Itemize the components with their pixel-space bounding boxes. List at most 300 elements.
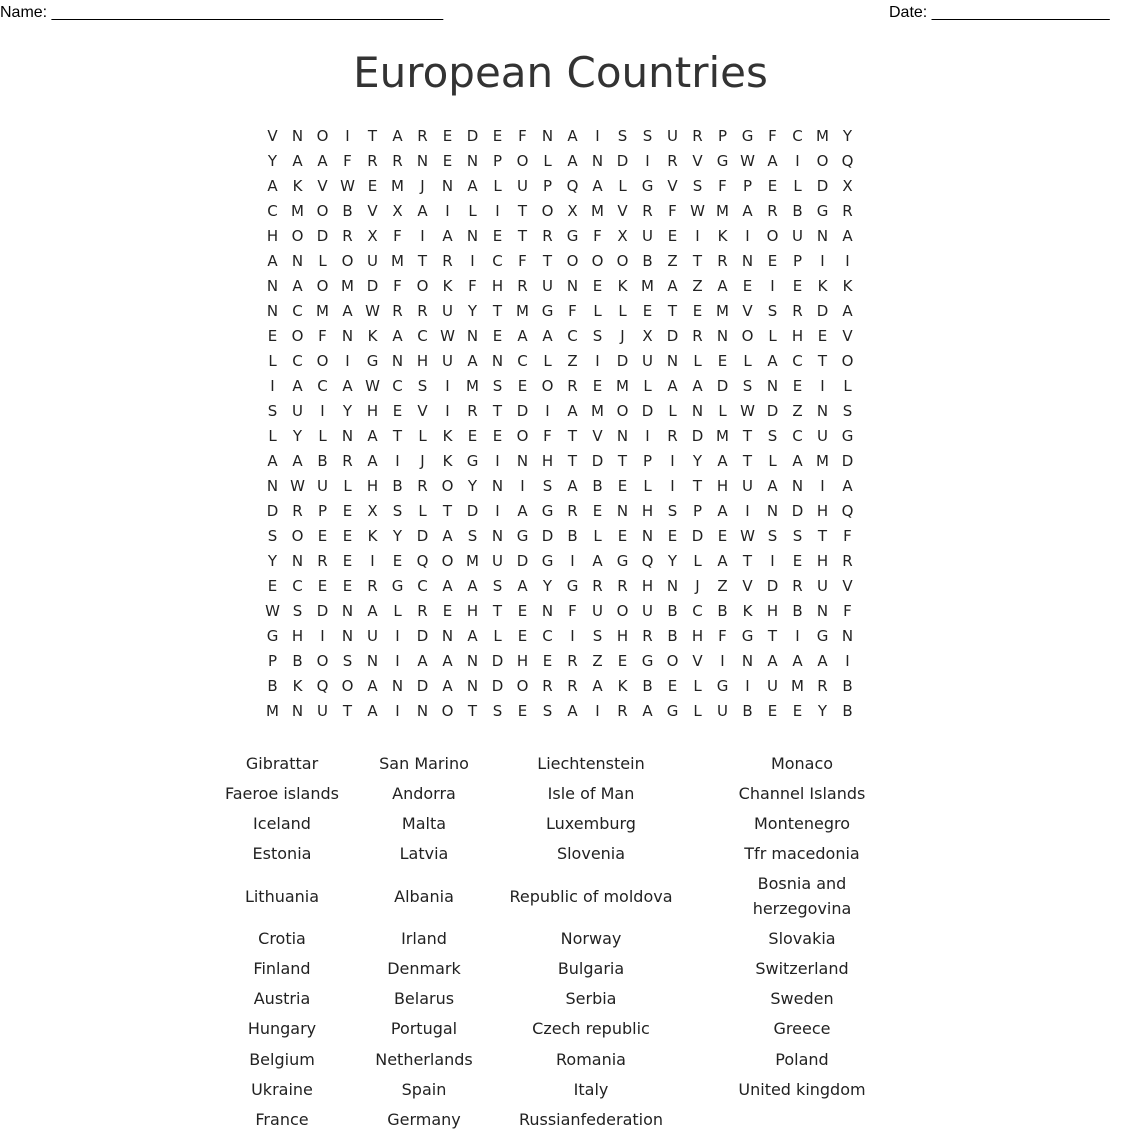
grid-letter: S — [767, 427, 778, 445]
word-list-item: Russianfederation — [518, 1110, 664, 1129]
grid-letter: L — [743, 352, 752, 370]
grid-letter: T — [667, 302, 678, 320]
grid-letter: A — [567, 402, 578, 420]
grid-letter: U — [367, 627, 378, 645]
grid-letter: X — [842, 177, 853, 195]
grid-letter: T — [692, 252, 703, 270]
word-list-item: Austria — [253, 989, 311, 1008]
grid-letter: W — [265, 602, 280, 620]
grid-letter: L — [318, 252, 327, 270]
grid-letter: E — [617, 477, 628, 495]
grid-letter: U — [642, 352, 653, 370]
grid-letter: G — [666, 702, 679, 720]
grid-letter: N — [566, 277, 579, 295]
grid-letter: F — [318, 327, 327, 345]
grid-letter: E — [667, 227, 678, 245]
grid-letter: I — [395, 452, 400, 470]
grid-letter: S — [267, 402, 278, 420]
grid-letter: R — [417, 602, 428, 620]
grid-letter: B — [842, 702, 853, 720]
grid-row — [260, 174, 860, 199]
grid-letter: N — [491, 477, 504, 495]
grid-letter: U — [442, 352, 453, 370]
grid-letter: E — [767, 702, 778, 720]
grid-letter: N — [591, 152, 604, 170]
word-list-item: Andorra — [392, 784, 456, 803]
word-list-item: Finland — [253, 959, 311, 978]
grid-letter: U — [317, 477, 328, 495]
grid-letter: E — [342, 527, 353, 545]
grid-row — [260, 124, 860, 149]
grid-letter: O — [616, 602, 629, 620]
grid-letter: R — [417, 477, 428, 495]
grid-letter: G — [816, 627, 829, 645]
grid-letter: V — [842, 327, 853, 345]
grid-letter: O — [516, 427, 529, 445]
grid-letter: K — [617, 677, 628, 695]
grid-letter: I — [595, 352, 600, 370]
grid-letter: R — [717, 252, 728, 270]
grid-letter: I — [645, 152, 650, 170]
grid-letter: I — [595, 702, 600, 720]
word-list-item: Latvia — [399, 844, 449, 863]
grid-letter: E — [267, 327, 278, 345]
grid-letter: A — [442, 652, 453, 670]
grid-letter: V — [417, 402, 428, 420]
grid-letter: N — [366, 652, 379, 670]
word-list-item: Hungary — [247, 1019, 317, 1038]
grid-letter: C — [392, 377, 403, 395]
grid-letter: O — [516, 677, 529, 695]
grid-letter: Q — [316, 677, 329, 695]
grid-letter: E — [767, 177, 778, 195]
grid-row — [260, 624, 860, 649]
grid-letter: E — [642, 302, 653, 320]
grid-letter: L — [468, 202, 477, 220]
grid-letter: T — [492, 602, 503, 620]
grid-letter: C — [292, 352, 303, 370]
grid-letter: N — [341, 327, 354, 345]
grid-letter: A — [767, 652, 778, 670]
grid-letter: O — [291, 327, 304, 345]
grid-letter: A — [792, 652, 803, 670]
grid-letter: S — [342, 652, 353, 670]
grid-letter: U — [367, 252, 378, 270]
grid-letter: L — [618, 177, 627, 195]
grid-letter: E — [492, 327, 503, 345]
word-list-item: Italy — [573, 1080, 609, 1099]
grid-letter: A — [842, 302, 853, 320]
grid-letter: R — [317, 552, 328, 570]
grid-letter: A — [342, 377, 353, 395]
grid-letter: H — [816, 552, 829, 570]
grid-letter: G — [616, 552, 629, 570]
grid-letter: S — [617, 127, 628, 145]
grid-letter: A — [267, 252, 278, 270]
grid-letter: A — [442, 577, 453, 595]
grid-letter: F — [768, 127, 777, 145]
grid-letter: E — [317, 527, 328, 545]
grid-letter: N — [791, 477, 804, 495]
grid-letter: P — [317, 502, 328, 520]
grid-letter: L — [493, 177, 502, 195]
grid-letter: F — [543, 427, 552, 445]
grid-letter: I — [820, 477, 825, 495]
grid-letter: A — [767, 477, 778, 495]
grid-letter: I — [445, 202, 450, 220]
grid-letter: N — [466, 677, 479, 695]
grid-letter: S — [592, 627, 603, 645]
grid-letter: P — [742, 177, 753, 195]
grid-letter: N — [716, 327, 729, 345]
grid-letter: N — [291, 252, 304, 270]
grid-letter: A — [317, 152, 328, 170]
word-list-item: Spain — [401, 1080, 447, 1099]
grid-letter: A — [467, 627, 478, 645]
grid-letter: E — [792, 552, 803, 570]
grid-letter: N — [691, 402, 704, 420]
grid-letter: N — [291, 127, 304, 145]
grid-letter: I — [370, 552, 375, 570]
grid-letter: X — [392, 202, 403, 220]
grid-letter: I — [470, 252, 475, 270]
grid-letter: E — [542, 652, 553, 670]
grid-letter: I — [270, 377, 275, 395]
grid-letter: N — [266, 477, 279, 495]
grid-letter: D — [666, 327, 679, 345]
grid-letter: R — [442, 252, 453, 270]
name-blank-line[interactable]: ____________________________________________ — [51, 4, 444, 21]
grid-letter: N — [766, 502, 779, 520]
grid-letter: R — [692, 127, 703, 145]
grid-letter: S — [267, 527, 278, 545]
grid-letter: N — [441, 177, 454, 195]
grid-letter: A — [667, 377, 678, 395]
grid-letter: A — [517, 502, 528, 520]
grid-letter: S — [492, 577, 503, 595]
grid-letter: B — [267, 677, 278, 695]
grid-letter: R — [692, 327, 703, 345]
grid-letter: T — [467, 702, 478, 720]
grid-letter: U — [817, 577, 828, 595]
grid-letter: Q — [841, 502, 854, 520]
grid-letter: E — [667, 677, 678, 695]
grid-letter: U — [492, 552, 503, 570]
grid-letter: J — [420, 177, 425, 195]
word-list-item: Switzerland — [755, 959, 849, 978]
grid-letter: U — [292, 402, 303, 420]
grid-letter: Q — [416, 552, 429, 570]
grid-letter: R — [417, 127, 428, 145]
grid-letter: R — [292, 502, 303, 520]
grid-letter: R — [667, 152, 678, 170]
grid-letter: A — [567, 477, 578, 495]
grid-letter: I — [395, 652, 400, 670]
grid-row — [260, 274, 860, 299]
grid-letter: T — [817, 352, 828, 370]
grid-letter: T — [742, 427, 753, 445]
grid-letter: R — [792, 577, 803, 595]
grid-letter: A — [442, 227, 453, 245]
grid-letter: C — [792, 352, 803, 370]
grid-letter: L — [768, 327, 777, 345]
grid-letter: S — [492, 702, 503, 720]
grid-letter: H — [266, 227, 279, 245]
grid-letter: R — [567, 377, 578, 395]
grid-letter: E — [592, 502, 603, 520]
grid-row — [260, 499, 860, 524]
grid-letter: C — [542, 627, 553, 645]
grid-letter: I — [420, 227, 425, 245]
grid-letter: N — [391, 352, 404, 370]
grid-letter: E — [792, 377, 803, 395]
grid-letter: K — [292, 677, 303, 695]
word-list-item: San Marino — [379, 754, 469, 773]
grid-letter: I — [495, 452, 500, 470]
grid-letter: Y — [392, 527, 403, 545]
grid-letter: D — [591, 452, 604, 470]
word-list-item: Bulgaria — [557, 959, 625, 978]
grid-letter: I — [345, 127, 350, 145]
grid-letter: C — [792, 127, 803, 145]
grid-letter: H — [291, 627, 304, 645]
grid-letter: M — [516, 302, 529, 320]
word-list-item: Germany — [387, 1110, 461, 1129]
word-list-item: Monaco — [770, 754, 834, 773]
grid-letter: F — [468, 277, 477, 295]
grid-row — [260, 699, 860, 724]
grid-letter: M — [391, 177, 404, 195]
word-list-item: Portugal — [390, 1019, 458, 1038]
grid-letter: N — [466, 152, 479, 170]
grid-letter: A — [392, 327, 403, 345]
grid-letter: D — [416, 677, 429, 695]
grid-letter: E — [617, 652, 628, 670]
grid-letter: A — [442, 527, 453, 545]
grid-letter: R — [367, 577, 378, 595]
grid-letter: E — [267, 577, 278, 595]
grid-letter: O — [441, 552, 454, 570]
grid-letter: D — [766, 402, 779, 420]
grid-letter: C — [267, 202, 278, 220]
grid-letter: A — [767, 152, 778, 170]
grid-letter: L — [543, 152, 552, 170]
grid-letter: A — [592, 177, 603, 195]
grid-letter: M — [591, 202, 604, 220]
grid-letter: F — [393, 277, 402, 295]
grid-letter: T — [517, 202, 528, 220]
grid-letter: G — [366, 352, 379, 370]
grid-letter: A — [842, 227, 853, 245]
grid-letter: R — [467, 402, 478, 420]
grid-letter: A — [517, 577, 528, 595]
grid-letter: T — [742, 452, 753, 470]
grid-letter: E — [442, 127, 453, 145]
grid-letter: I — [670, 452, 675, 470]
grid-letter: T — [492, 402, 503, 420]
grid-letter: B — [792, 602, 803, 620]
grid-letter: U — [542, 277, 553, 295]
grid-letter: T — [692, 477, 703, 495]
grid-letter: D — [766, 577, 779, 595]
grid-letter: L — [418, 427, 427, 445]
grid-letter: N — [441, 627, 454, 645]
grid-letter: W — [290, 477, 305, 495]
grid-letter: R — [542, 227, 553, 245]
grid-letter: M — [341, 277, 354, 295]
grid-letter: L — [618, 302, 627, 320]
grid-letter: C — [317, 377, 328, 395]
grid-letter: Z — [717, 577, 728, 595]
grid-letter: I — [545, 402, 550, 420]
grid-letter: O — [316, 202, 329, 220]
grid-letter: A — [292, 277, 303, 295]
grid-letter: T — [517, 227, 528, 245]
grid-letter: R — [517, 277, 528, 295]
grid-letter: O — [316, 652, 329, 670]
grid-letter: B — [317, 452, 328, 470]
grid-letter: H — [466, 602, 479, 620]
grid-letter: X — [367, 502, 378, 520]
grid-letter: A — [467, 577, 478, 595]
grid-letter: W — [690, 202, 705, 220]
grid-letter: E — [817, 327, 828, 345]
grid-letter: D — [416, 627, 429, 645]
grid-letter: T — [767, 627, 778, 645]
grid-letter: T — [417, 252, 428, 270]
grid-letter: E — [617, 527, 628, 545]
grid-letter: T — [617, 452, 628, 470]
grid-letter: C — [492, 252, 503, 270]
grid-letter: L — [693, 677, 702, 695]
grid-letter: N — [616, 502, 629, 520]
grid-letter: I — [320, 402, 325, 420]
grid-letter: D — [616, 152, 629, 170]
grid-letter: A — [467, 352, 478, 370]
grid-letter: H — [641, 577, 654, 595]
grid-letter: U — [592, 602, 603, 620]
grid-letter: R — [617, 577, 628, 595]
grid-letter: S — [842, 402, 853, 420]
grid-letter: D — [266, 502, 279, 520]
grid-letter: O — [741, 327, 754, 345]
grid-letter: D — [616, 352, 629, 370]
grid-letter: Z — [792, 402, 803, 420]
grid-letter: E — [742, 277, 753, 295]
grid-row — [260, 474, 860, 499]
grid-letter: D — [466, 127, 479, 145]
word-list-item: Crotia — [258, 929, 306, 948]
grid-letter: M — [816, 452, 829, 470]
grid-letter: H — [791, 327, 804, 345]
grid-letter: G — [266, 627, 279, 645]
grid-letter: E — [792, 277, 803, 295]
grid-row — [260, 399, 860, 424]
grid-letter: O — [291, 527, 304, 545]
grid-letter: A — [567, 152, 578, 170]
grid-letter: O — [316, 127, 329, 145]
grid-letter: D — [316, 602, 329, 620]
grid-letter: U — [667, 127, 678, 145]
grid-letter: H — [366, 477, 379, 495]
grid-letter: J — [620, 327, 625, 345]
grid-letter: A — [567, 127, 578, 145]
word-list-item: Gibrattar — [245, 754, 319, 773]
grid-letter: V — [742, 302, 753, 320]
grid-letter: O — [416, 277, 429, 295]
grid-letter: Y — [842, 127, 853, 145]
grid-letter: N — [491, 352, 504, 370]
grid-letter: K — [442, 277, 453, 295]
grid-letter: N — [516, 452, 529, 470]
grid-letter: B — [742, 702, 753, 720]
grid-letter: A — [717, 277, 728, 295]
grid-letter: D — [516, 552, 529, 570]
grid-letter: F — [718, 627, 727, 645]
grid-letter: I — [770, 277, 775, 295]
grid-letter: A — [692, 377, 703, 395]
grid-letter: H — [691, 627, 704, 645]
grid-letter: N — [491, 527, 504, 545]
grid-letter: A — [392, 127, 403, 145]
grid-letter: P — [492, 152, 503, 170]
grid-letter: I — [745, 677, 750, 695]
grid-letter: L — [393, 602, 402, 620]
grid-letter: Y — [467, 302, 478, 320]
grid-letter: D — [691, 427, 704, 445]
grid-letter: R — [342, 227, 353, 245]
grid-letter: I — [770, 552, 775, 570]
grid-letter: I — [395, 702, 400, 720]
grid-letter: U — [767, 677, 778, 695]
grid-letter: O — [616, 252, 629, 270]
grid-letter: N — [416, 702, 429, 720]
grid-letter: S — [742, 377, 753, 395]
grid-letter: D — [366, 277, 379, 295]
grid-letter: T — [742, 552, 753, 570]
word-list-item: Romania — [556, 1050, 626, 1069]
grid-letter: K — [367, 527, 378, 545]
grid-letter: E — [767, 252, 778, 270]
grid-letter: W — [740, 152, 755, 170]
grid-letter: U — [642, 227, 653, 245]
word-list-item: Albania — [394, 887, 454, 906]
grid-letter: K — [717, 227, 728, 245]
grid-letter: I — [595, 127, 600, 145]
grid-letter: J — [420, 452, 425, 470]
grid-letter: P — [542, 177, 553, 195]
name-field — [0, 4, 443, 22]
grid-letter: N — [341, 427, 354, 445]
grid-letter: N — [816, 602, 829, 620]
grid-letter: B — [392, 477, 403, 495]
grid-letter: L — [793, 177, 802, 195]
word-list-item: Poland — [775, 1050, 829, 1069]
grid-letter: E — [517, 602, 528, 620]
date-blank-line[interactable]: ____________________ — [931, 4, 1110, 21]
grid-letter: R — [367, 152, 378, 170]
grid-letter: N — [291, 552, 304, 570]
grid-row — [260, 549, 860, 574]
word-list-item: Serbia — [565, 989, 617, 1008]
grid-row — [260, 199, 860, 224]
grid-letter: K — [617, 277, 628, 295]
word-list-item: Iceland — [253, 814, 311, 833]
grid-letter: F — [518, 252, 527, 270]
grid-letter: V — [367, 202, 378, 220]
grid-letter: U — [717, 702, 728, 720]
grid-letter: N — [291, 702, 304, 720]
